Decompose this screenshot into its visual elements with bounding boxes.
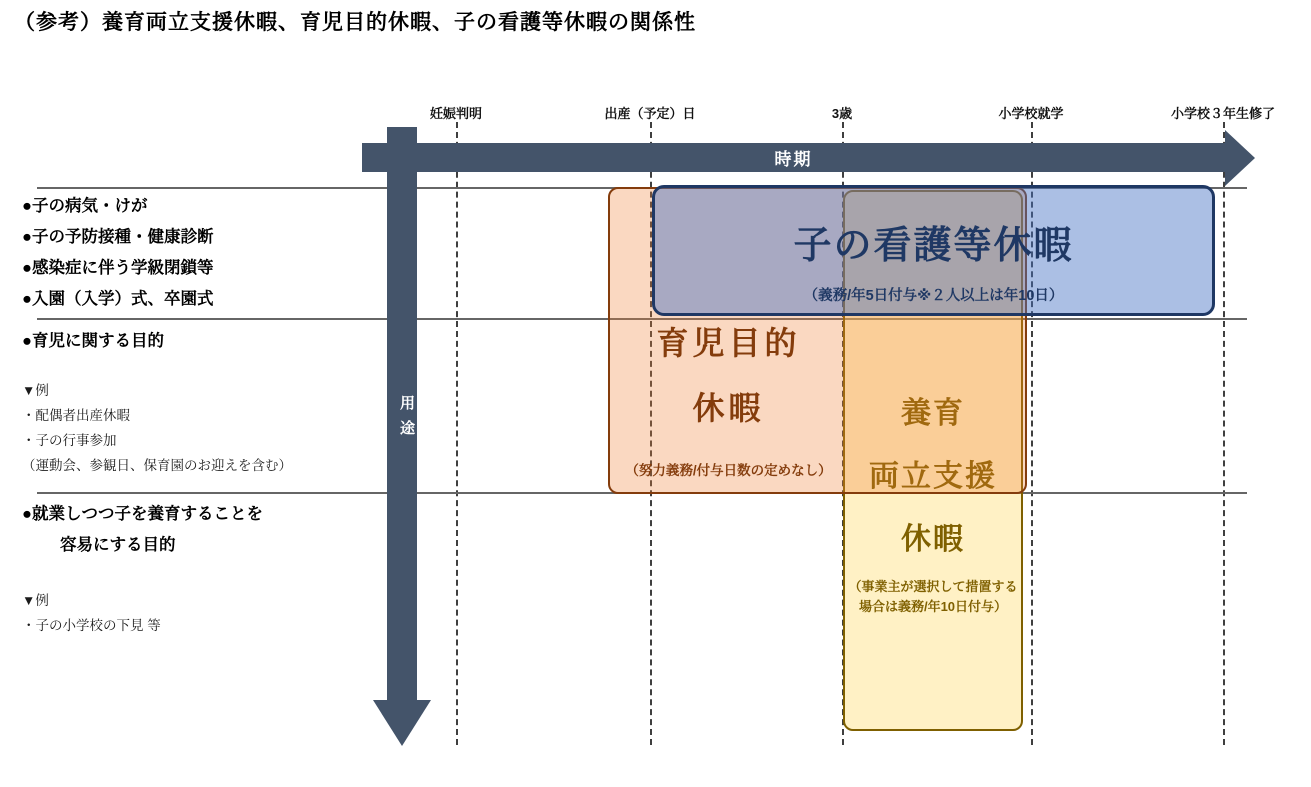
- dashed-line-grade3-end: [1223, 122, 1225, 745]
- title-line: 育児目的: [656, 325, 801, 361]
- example-header: ▼例: [22, 593, 49, 608]
- dashed-line-pregnancy: [456, 122, 458, 745]
- title-line: 休暇: [692, 390, 765, 426]
- title-line: 養育: [901, 397, 965, 430]
- note-line: 場合は義務/年10日付与）: [858, 599, 1008, 614]
- leave-box-note: （義務/年5日付与※２人以上は年10日）: [803, 288, 1064, 304]
- leave-box-note: （努力義務/付与日数の定めなし）: [625, 463, 832, 478]
- example-item: ・配偶者出産休暇: [22, 408, 130, 423]
- note-line: （事業主が選択して措置する: [848, 579, 1018, 594]
- heading-line: 容易にする目的: [60, 536, 176, 554]
- purpose-row-childcare-examples: [22, 378, 292, 478]
- milestone-label-pregnancy: 妊娠判明: [429, 106, 483, 121]
- page-title: （参考）養育両立支援休暇、育児目的休暇、子の看護等休暇の関係性: [14, 11, 696, 34]
- purpose-item: ●感染症に伴う学級閉鎖等: [22, 259, 214, 277]
- purpose-row-support-heading: [22, 499, 263, 561]
- time-axis-arrow: [362, 143, 1225, 172]
- heading-line: ●就業しつつ子を養育することを: [22, 505, 263, 523]
- milestone-label-school: 小学校就学: [998, 106, 1064, 121]
- example-item: ・子の行事参加: [22, 433, 117, 448]
- leave-box-kono-kango: [652, 185, 1215, 316]
- example-header: ▼例: [22, 383, 49, 398]
- time-axis-arrowhead-icon: [1225, 130, 1255, 186]
- leave-box-title: 子の看護等休暇: [793, 225, 1074, 267]
- usage-axis-arrow: [387, 127, 417, 700]
- leave-box-title: [610, 311, 847, 441]
- usage-axis-label: 用途: [398, 395, 415, 445]
- purpose-item: ●子の病気・けが: [22, 197, 148, 215]
- purpose-row-support-examples: [22, 588, 161, 638]
- purpose-item: ●子の予防接種・健康診断: [22, 228, 214, 246]
- example-item: ・子の小学校の下見 等: [22, 618, 161, 633]
- purpose-item: ●入園（入学）式、卒園式: [22, 290, 214, 308]
- title-line: 両立支援: [869, 460, 997, 493]
- purpose-row-childcare-heading: ●育児に関する目的: [22, 332, 164, 350]
- title-line: 休暇: [901, 523, 965, 556]
- usage-axis-arrowhead-icon: [373, 700, 431, 746]
- example-item: （運動会、参観日、保育園のお迎えを含む）: [22, 458, 292, 473]
- milestone-label-grade3-end: 小学校３年生修了: [1170, 106, 1276, 121]
- milestone-label-birth: 出産（予定）日: [604, 106, 696, 121]
- time-axis-label: 時期: [774, 150, 813, 169]
- leave-box-note: [845, 577, 1021, 617]
- milestone-label-age3: 3歳: [831, 106, 853, 121]
- purpose-row-nursing: [22, 191, 213, 315]
